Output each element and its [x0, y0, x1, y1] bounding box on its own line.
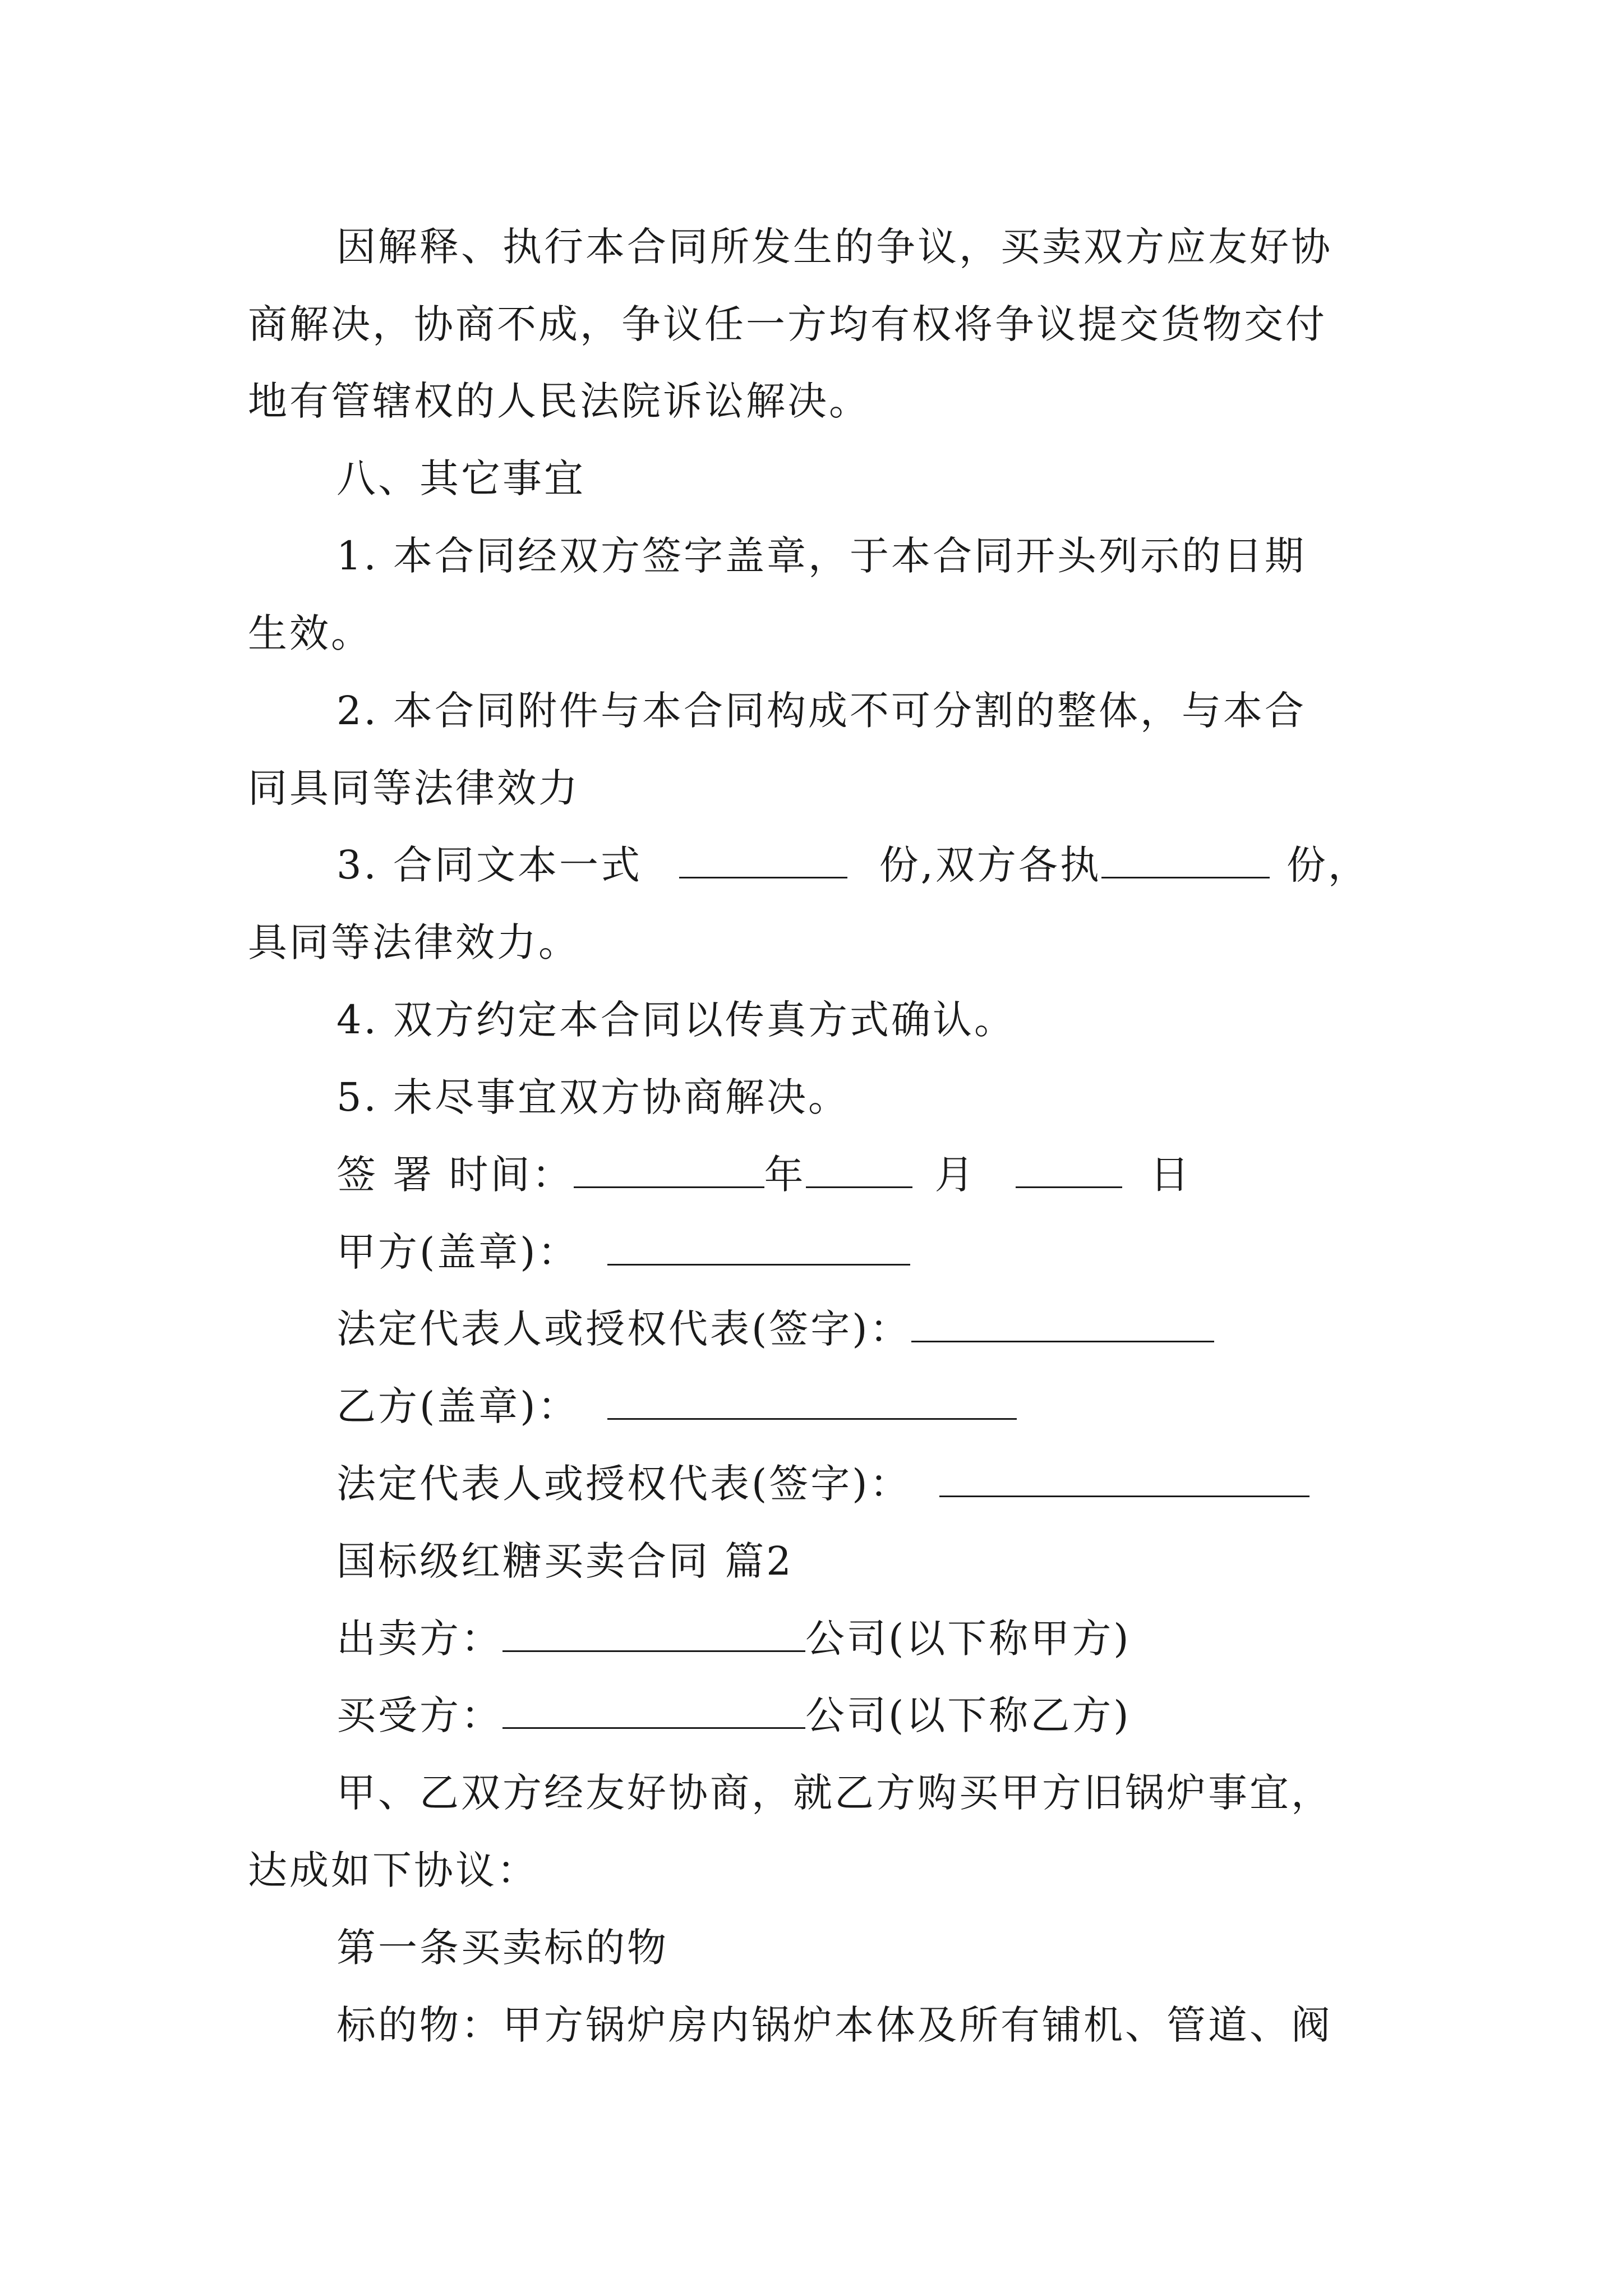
party-b-seal-blank[interactable] [607, 1383, 1017, 1420]
buyer-suffix: 公司(以下称乙方) [805, 1692, 1131, 1738]
buyer-line [336, 1687, 1131, 1743]
rep-sign-1-label: 法定代表人或授权代表(签字)： [336, 1306, 911, 1352]
copies-suffix: 份， [1286, 842, 1370, 888]
text-line: 甲、乙双方经友好协商，就乙方购买甲方旧锅炉事宜， [336, 1770, 1332, 1816]
day-label: 日 [1150, 1152, 1192, 1198]
rep-sign-2-blank[interactable] [939, 1461, 1310, 1497]
sign-time-label: 签 署 时间： [336, 1152, 574, 1198]
text-line: 生效。 [248, 610, 372, 656]
seller-label: 出卖方： [336, 1616, 502, 1662]
seller-suffix: 公司(以下称甲方) [805, 1616, 1131, 1662]
copies-line [336, 837, 1370, 893]
rep-sign-2-line [336, 1456, 1310, 1512]
text-line: 具同等法律效力。 [248, 919, 580, 965]
party-a-seal-label: 甲方(盖章)： [336, 1229, 579, 1275]
section-heading: 八、其它事宜 [336, 455, 585, 501]
copies-prefix: 3. 合同文本一式 [336, 842, 643, 888]
party-b-seal-label: 乙方(盖章)： [336, 1383, 579, 1429]
copies-middle: 份,双方各执 [879, 842, 1101, 888]
contract-title: 国标级红糖买卖合同 篇2 [336, 1538, 794, 1584]
text-line: 地有管辖权的人民法院诉讼解决。 [248, 378, 870, 424]
day-blank[interactable] [1016, 1152, 1122, 1188]
buyer-label: 买受方： [336, 1692, 502, 1738]
copies-each-blank[interactable] [1101, 842, 1270, 878]
rep-sign-1-blank[interactable] [911, 1306, 1214, 1342]
text-line: 商解决，协商不成，争议任一方均有权将争议提交货物交付 [248, 301, 1327, 347]
year-blank[interactable] [574, 1152, 764, 1188]
rep-sign-1-line [336, 1301, 1214, 1357]
text-line: 2. 本合同附件与本合同构成不可分割的整体，与本合 [336, 688, 1307, 734]
party-a-seal-line [336, 1224, 910, 1280]
sign-time-line [336, 1147, 1192, 1203]
seller-blank[interactable] [502, 1616, 805, 1652]
text-line: 5. 未尽事宜双方协商解决。 [336, 1074, 850, 1120]
copies-total-blank[interactable] [679, 842, 847, 878]
text-line: 1. 本合同经双方签字盖章，于本合同开头列示的日期 [336, 533, 1307, 579]
text-line: 标的物：甲方锅炉房内锅炉本体及所有铺机、管道、阀 [336, 2002, 1332, 2048]
seller-line [336, 1611, 1131, 1667]
section-heading: 第一条买卖标的物 [336, 1925, 668, 1971]
party-b-seal-line [336, 1378, 1017, 1434]
text-line: 同具同等法律效力 [248, 765, 580, 811]
month-label: 月 [934, 1152, 976, 1198]
text-line: 达成如下协议： [248, 1847, 538, 1893]
month-blank[interactable] [806, 1152, 912, 1188]
year-label: 年 [764, 1152, 806, 1198]
buyer-blank[interactable] [502, 1692, 805, 1729]
text-line: 因解释、执行本合同所发生的争议，买卖双方应友好协 [336, 224, 1332, 270]
party-a-seal-blank[interactable] [607, 1229, 910, 1266]
text-line: 4. 双方约定本合同以传真方式确认。 [336, 997, 1016, 1043]
rep-sign-2-label: 法定代表人或授权代表(签字)： [336, 1461, 911, 1507]
